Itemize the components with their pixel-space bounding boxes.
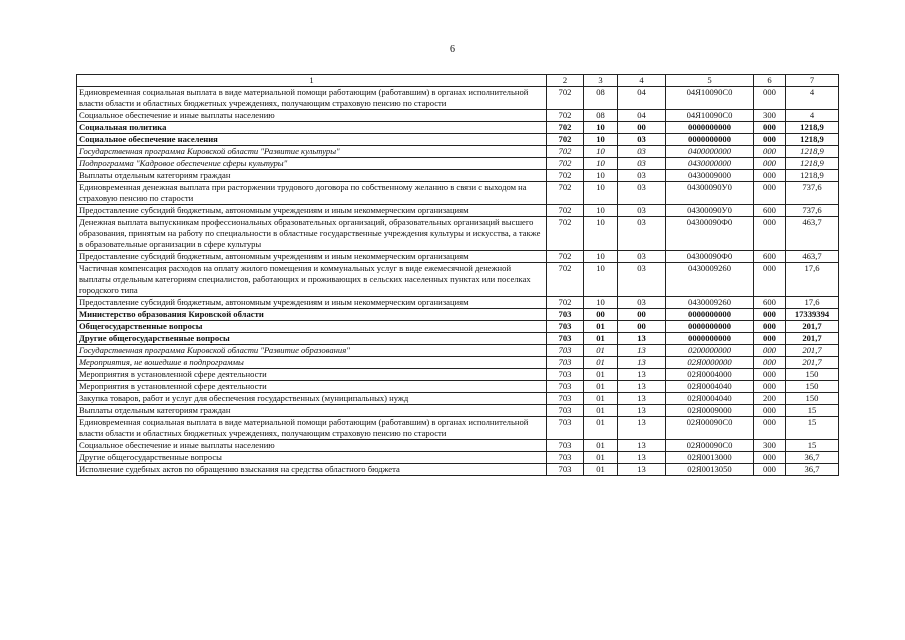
section-cell: 01 (584, 381, 618, 393)
table-row (77, 251, 839, 263)
expense-type-cell: 000 (754, 182, 786, 205)
table-row (77, 405, 839, 417)
table-row (77, 87, 839, 110)
table-row (77, 297, 839, 309)
admin-code-cell: 703 (547, 321, 584, 333)
section-cell: 01 (584, 440, 618, 452)
expense-type-cell: 000 (754, 87, 786, 110)
admin-code-cell: 703 (547, 333, 584, 345)
subsection-cell: 13 (618, 393, 666, 405)
amount-cell: 15 (786, 440, 839, 452)
row-name-cell: Предоставление субсидий бюджетным, автономным учреждениям и иным некоммерческим организациям (77, 205, 547, 217)
subsection-cell: 13 (618, 381, 666, 393)
section-cell: 01 (584, 345, 618, 357)
section-cell: 01 (584, 452, 618, 464)
target-article-cell: 02Я0004000 (666, 369, 754, 381)
target-article-cell: 04300090Ф0 (666, 217, 754, 251)
row-name-cell: Единовременная социальная выплата в виде материальной помощи работающим (работавшим) в органах исполнительной власти области и областных бюджетных учреждениях, получающим страховую пенсию по старости (77, 417, 547, 440)
subsection-cell: 00 (618, 309, 666, 321)
column-header: 6 (754, 75, 786, 87)
row-name-cell: Мероприятия в установленной сфере деятельности (77, 369, 547, 381)
expense-type-cell: 000 (754, 333, 786, 345)
amount-cell: 17339394 (786, 309, 839, 321)
admin-code-cell: 703 (547, 309, 584, 321)
expense-type-cell: 300 (754, 440, 786, 452)
target-article-cell: 02Я0009000 (666, 405, 754, 417)
target-article-cell: 02Я0013050 (666, 464, 754, 476)
expense-type-cell: 000 (754, 452, 786, 464)
table-row (77, 309, 839, 321)
amount-cell: 201,7 (786, 357, 839, 369)
row-name-cell: Предоставление субсидий бюджетным, автономным учреждениям и иным некоммерческим организациям (77, 251, 547, 263)
admin-code-cell: 703 (547, 440, 584, 452)
table-row (77, 217, 839, 251)
admin-code-cell: 702 (547, 297, 584, 309)
expense-type-cell: 600 (754, 251, 786, 263)
table-row (77, 158, 839, 170)
section-cell: 10 (584, 158, 618, 170)
target-article-cell: 02Я0004040 (666, 393, 754, 405)
expense-type-cell: 600 (754, 297, 786, 309)
admin-code-cell: 703 (547, 345, 584, 357)
table-row (77, 393, 839, 405)
admin-code-cell: 702 (547, 122, 584, 134)
target-article-cell: 0000000000 (666, 122, 754, 134)
target-article-cell: 02Я00090С0 (666, 417, 754, 440)
section-cell: 10 (584, 122, 618, 134)
amount-cell: 17,6 (786, 297, 839, 309)
expense-type-cell: 300 (754, 110, 786, 122)
section-cell: 10 (584, 217, 618, 251)
subsection-cell: 03 (618, 170, 666, 182)
expense-type-cell: 000 (754, 122, 786, 134)
admin-code-cell: 703 (547, 405, 584, 417)
target-article-cell: 02Я0013000 (666, 452, 754, 464)
row-name-cell: Выплаты отдельным категориям граждан (77, 405, 547, 417)
section-cell: 01 (584, 464, 618, 476)
admin-code-cell: 702 (547, 251, 584, 263)
amount-cell: 150 (786, 381, 839, 393)
expense-type-cell: 000 (754, 134, 786, 146)
subsection-cell: 13 (618, 405, 666, 417)
subsection-cell: 13 (618, 345, 666, 357)
table-row (77, 110, 839, 122)
amount-cell: 463,7 (786, 217, 839, 251)
amount-cell: 36,7 (786, 464, 839, 476)
table-body (77, 87, 839, 476)
section-cell: 10 (584, 170, 618, 182)
section-cell: 10 (584, 205, 618, 217)
subsection-cell: 00 (618, 321, 666, 333)
target-article-cell: 04Я10090С0 (666, 87, 754, 110)
subsection-cell: 13 (618, 440, 666, 452)
expense-type-cell: 000 (754, 381, 786, 393)
amount-cell: 150 (786, 393, 839, 405)
page-number: 6 (450, 44, 455, 55)
amount-cell: 1218,9 (786, 158, 839, 170)
target-article-cell: 02Я0000000 (666, 357, 754, 369)
admin-code-cell: 702 (547, 205, 584, 217)
table-row (77, 369, 839, 381)
amount-cell: 201,7 (786, 345, 839, 357)
section-cell: 08 (584, 110, 618, 122)
table-row (77, 321, 839, 333)
section-cell: 10 (584, 146, 618, 158)
subsection-cell: 03 (618, 297, 666, 309)
admin-code-cell: 702 (547, 158, 584, 170)
row-name-cell: Единовременная социальная выплата в виде материальной помощи работающим (работавшим) в органах исполнительной власти области и областных бюджетных учреждениях, получающим страховую пенсию по старости (77, 87, 547, 110)
amount-cell: 463,7 (786, 251, 839, 263)
amount-cell: 201,7 (786, 321, 839, 333)
row-name-cell: Единовременная денежная выплата при расторжении трудового договора по собственному желанию в связи с выходом на страховую пенсию по старости (77, 182, 547, 205)
expense-type-cell: 000 (754, 405, 786, 417)
table-row (77, 417, 839, 440)
row-name-cell: Социальная политика (77, 122, 547, 134)
amount-cell: 1218,9 (786, 146, 839, 158)
expense-type-cell: 000 (754, 357, 786, 369)
row-name-cell: Выплаты отдельным категориям граждан (77, 170, 547, 182)
section-cell: 08 (584, 87, 618, 110)
admin-code-cell: 703 (547, 357, 584, 369)
table-row (77, 440, 839, 452)
column-header: 5 (666, 75, 754, 87)
admin-code-cell: 703 (547, 381, 584, 393)
row-name-cell: Социальное обеспечение и иные выплаты населению (77, 440, 547, 452)
section-cell: 10 (584, 297, 618, 309)
table-row (77, 122, 839, 134)
row-name-cell: Общегосударственные вопросы (77, 321, 547, 333)
amount-cell: 4 (786, 87, 839, 110)
row-name-cell: Подпрограмма "Кадровое обеспечение сферы культуры" (77, 158, 547, 170)
expense-type-cell: 200 (754, 393, 786, 405)
admin-code-cell: 702 (547, 134, 584, 146)
admin-code-cell: 702 (547, 146, 584, 158)
table-row (77, 357, 839, 369)
section-cell: 01 (584, 405, 618, 417)
expense-type-cell: 000 (754, 417, 786, 440)
admin-code-cell: 702 (547, 182, 584, 205)
admin-code-cell: 703 (547, 393, 584, 405)
table-row (77, 263, 839, 297)
amount-cell: 1218,9 (786, 122, 839, 134)
table-header-row (77, 75, 839, 87)
target-article-cell: 0000000000 (666, 134, 754, 146)
amount-cell: 36,7 (786, 452, 839, 464)
amount-cell: 15 (786, 417, 839, 440)
column-header: 7 (786, 75, 839, 87)
table-row (77, 146, 839, 158)
target-article-cell: 0430009000 (666, 170, 754, 182)
expense-type-cell: 600 (754, 205, 786, 217)
expense-type-cell: 000 (754, 146, 786, 158)
admin-code-cell: 703 (547, 452, 584, 464)
section-cell: 01 (584, 417, 618, 440)
row-name-cell: Социальное обеспечение и иные выплаты населению (77, 110, 547, 122)
target-article-cell: 04300090Ф0 (666, 251, 754, 263)
expense-type-cell: 000 (754, 464, 786, 476)
section-cell: 01 (584, 393, 618, 405)
table-row (77, 134, 839, 146)
subsection-cell: 03 (618, 217, 666, 251)
target-article-cell: 0400000000 (666, 146, 754, 158)
subsection-cell: 13 (618, 369, 666, 381)
table-row (77, 452, 839, 464)
subsection-cell: 04 (618, 87, 666, 110)
target-article-cell: 0430009260 (666, 297, 754, 309)
row-name-cell: Мероприятия в установленной сфере деятельности (77, 381, 547, 393)
expense-type-cell: 000 (754, 321, 786, 333)
amount-cell: 150 (786, 369, 839, 381)
expense-type-cell: 000 (754, 309, 786, 321)
expense-type-cell: 000 (754, 217, 786, 251)
row-name-cell: Государственная программа Кировской области "Развитие культуры" (77, 146, 547, 158)
subsection-cell: 03 (618, 205, 666, 217)
target-article-cell: 0430000000 (666, 158, 754, 170)
section-cell: 01 (584, 333, 618, 345)
section-cell: 01 (584, 357, 618, 369)
table-row (77, 182, 839, 205)
expense-type-cell: 000 (754, 170, 786, 182)
subsection-cell: 03 (618, 134, 666, 146)
expense-type-cell: 000 (754, 158, 786, 170)
row-name-cell: Государственная программа Кировской области "Развитие образования" (77, 345, 547, 357)
column-header: 4 (618, 75, 666, 87)
subsection-cell: 00 (618, 122, 666, 134)
amount-cell: 737,6 (786, 205, 839, 217)
subsection-cell: 03 (618, 251, 666, 263)
subsection-cell: 03 (618, 146, 666, 158)
table-row (77, 170, 839, 182)
subsection-cell: 13 (618, 333, 666, 345)
section-cell: 10 (584, 182, 618, 205)
section-cell: 10 (584, 251, 618, 263)
target-article-cell: 0000000000 (666, 333, 754, 345)
amount-cell: 737,6 (786, 182, 839, 205)
target-article-cell: 04300090У0 (666, 182, 754, 205)
subsection-cell: 13 (618, 417, 666, 440)
table-row (77, 333, 839, 345)
table-row (77, 345, 839, 357)
expense-type-cell: 000 (754, 345, 786, 357)
admin-code-cell: 703 (547, 369, 584, 381)
subsection-cell: 04 (618, 110, 666, 122)
table-row (77, 205, 839, 217)
admin-code-cell: 702 (547, 263, 584, 297)
column-header: 2 (547, 75, 584, 87)
subsection-cell: 03 (618, 158, 666, 170)
row-name-cell: Мероприятия, не вошедшие в подпрограммы (77, 357, 547, 369)
amount-cell: 15 (786, 405, 839, 417)
row-name-cell: Другие общегосударственные вопросы (77, 452, 547, 464)
target-article-cell: 0000000000 (666, 321, 754, 333)
target-article-cell: 04300090У0 (666, 205, 754, 217)
expense-type-cell: 000 (754, 369, 786, 381)
column-header: 1 (77, 75, 547, 87)
subsection-cell: 03 (618, 182, 666, 205)
section-cell: 00 (584, 309, 618, 321)
amount-cell: 201,7 (786, 333, 839, 345)
section-cell: 10 (584, 263, 618, 297)
amount-cell: 17,6 (786, 263, 839, 297)
subsection-cell: 13 (618, 452, 666, 464)
amount-cell: 4 (786, 110, 839, 122)
row-name-cell: Денежная выплата выпускникам профессиональных образовательных организаций, образовательных организаций высшего образования, принятым на работу по специальности в областные государственные учреждения культуры и искусства, а также в образовательные организации в сфере культуры (77, 217, 547, 251)
row-name-cell: Исполнение судебных актов по обращению взыскания на средства областного бюджета (77, 464, 547, 476)
column-header: 3 (584, 75, 618, 87)
amount-cell: 1218,9 (786, 134, 839, 146)
admin-code-cell: 702 (547, 87, 584, 110)
admin-code-cell: 702 (547, 170, 584, 182)
budget-table (76, 74, 839, 476)
admin-code-cell: 702 (547, 110, 584, 122)
row-name-cell: Частичная компенсация расходов на оплату жилого помещения и коммунальных услуг в виде ежемесячной денежной выплаты отдельным категориям специалистов, работающих и проживающих в сельских населенных пунктах или поселках городского типа (77, 263, 547, 297)
expense-type-cell: 000 (754, 263, 786, 297)
admin-code-cell: 703 (547, 417, 584, 440)
target-article-cell: 0000000000 (666, 309, 754, 321)
target-article-cell: 0430009260 (666, 263, 754, 297)
admin-code-cell: 703 (547, 464, 584, 476)
target-article-cell: 04Я10090С0 (666, 110, 754, 122)
section-cell: 01 (584, 321, 618, 333)
target-article-cell: 02Я00090С0 (666, 440, 754, 452)
target-article-cell: 02Я0004040 (666, 381, 754, 393)
row-name-cell: Министерство образования Кировской области (77, 309, 547, 321)
row-name-cell: Другие общегосударственные вопросы (77, 333, 547, 345)
table-row (77, 464, 839, 476)
subsection-cell: 13 (618, 464, 666, 476)
amount-cell: 1218,9 (786, 170, 839, 182)
row-name-cell: Социальное обеспечение населения (77, 134, 547, 146)
section-cell: 10 (584, 134, 618, 146)
admin-code-cell: 702 (547, 217, 584, 251)
subsection-cell: 13 (618, 357, 666, 369)
table-row (77, 381, 839, 393)
subsection-cell: 03 (618, 263, 666, 297)
section-cell: 01 (584, 369, 618, 381)
row-name-cell: Предоставление субсидий бюджетным, автономным учреждениям и иным некоммерческим организациям (77, 297, 547, 309)
target-article-cell: 0200000000 (666, 345, 754, 357)
row-name-cell: Закупка товаров, работ и услуг для обеспечения государственных (муниципальных) нужд (77, 393, 547, 405)
